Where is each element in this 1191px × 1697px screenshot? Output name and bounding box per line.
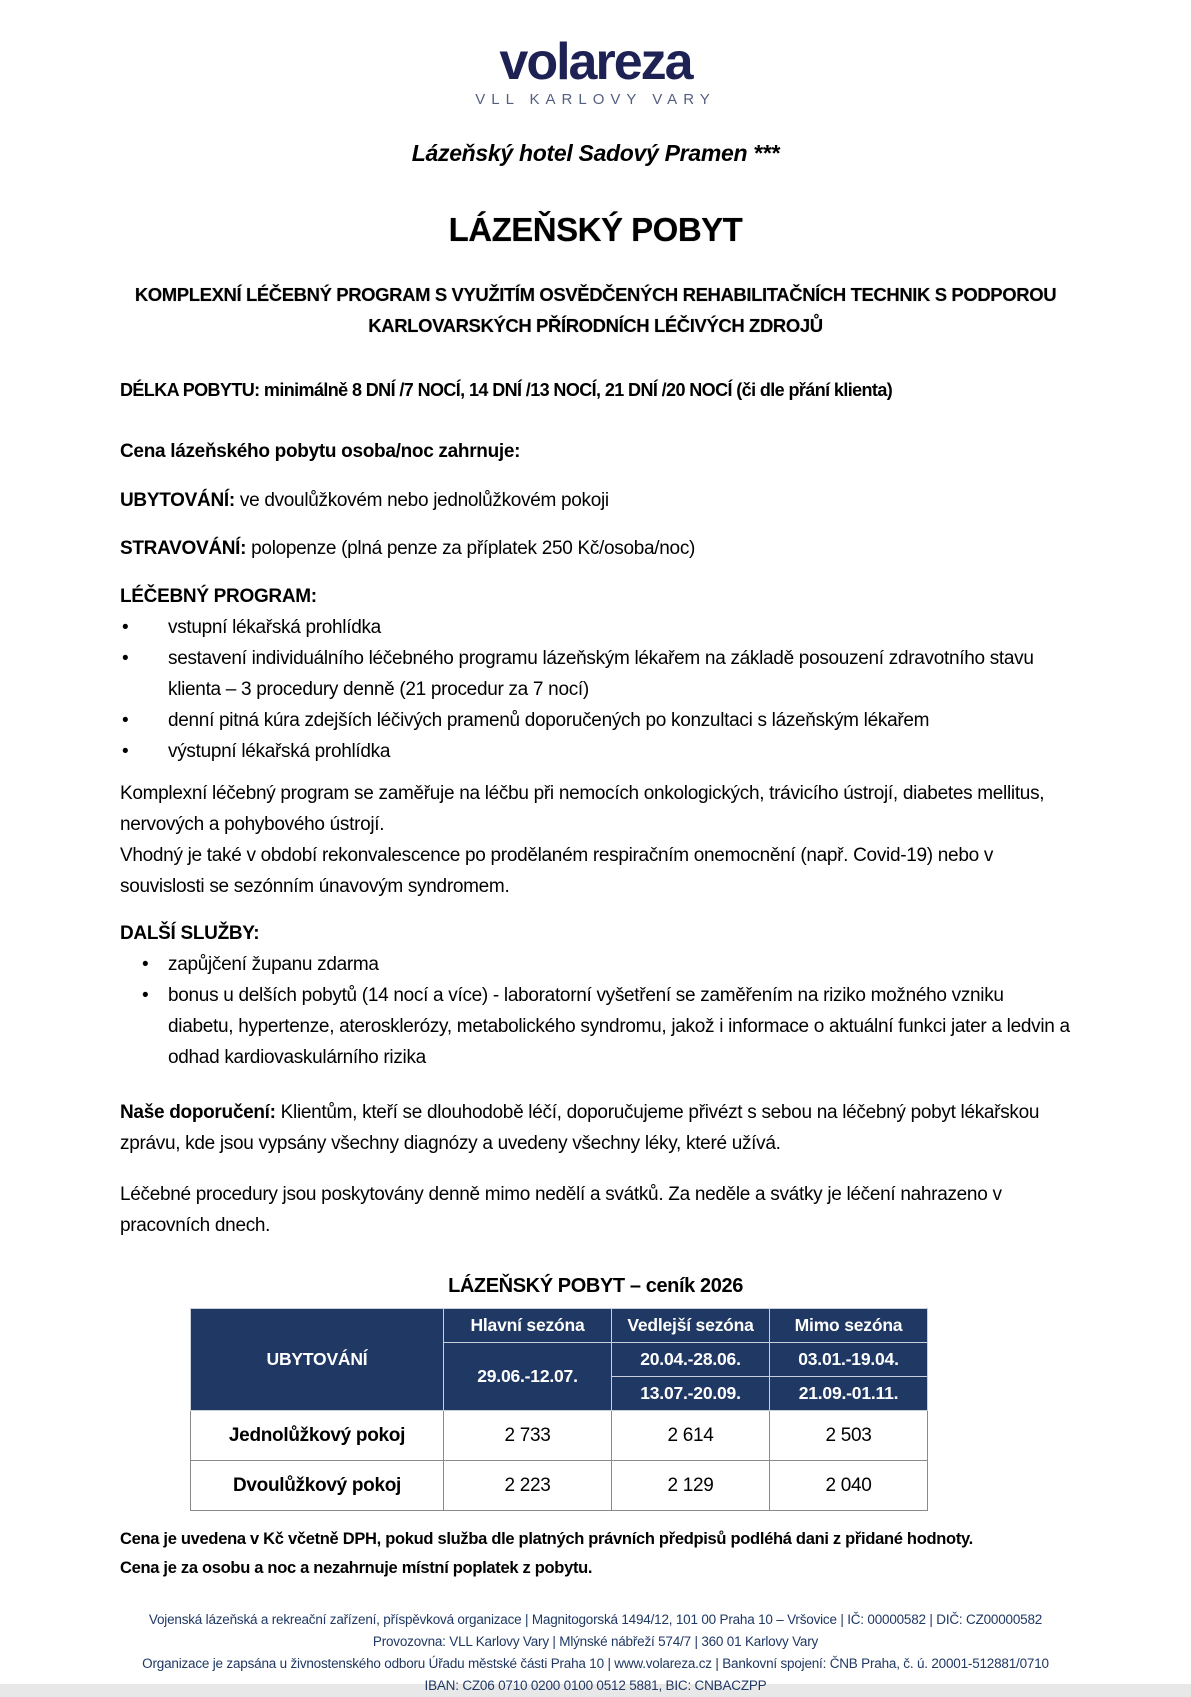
footer-line: Vojenská lázeňská a rekreační zařízení, příspěvková organizace | Magnitogorská 1494/12, 101 00 Praha 10 – Vršovice | IČ: 00000582 | DIČ: CZ00000582	[148, 1612, 1043, 1627]
other-services-list	[120, 949, 1071, 1073]
header-main-season: Hlavní sezóna	[444, 1309, 612, 1343]
off-season-dates-1: 03.01.-19.04.	[770, 1343, 928, 1377]
hotel-title: Lázeňský hotel Sadový Pramen ***	[411, 140, 780, 166]
logo-block	[0, 33, 1191, 108]
logo-subtitle: VLL KARLOVY VARY	[475, 91, 716, 108]
accommodation-label: UBYTOVÁNÍ:	[120, 490, 235, 511]
price-cell: 2 129	[612, 1461, 770, 1511]
recommendation-paragraph	[120, 1097, 1071, 1159]
footer-line: Provozovna: VLL Karlovy Vary | Mlýnské nábřeží 574/7 | 360 01 Karlovy Vary	[372, 1634, 819, 1649]
price-cell: 2 733	[444, 1411, 612, 1461]
price-note: Cena je za osobu a noc a nezahrnuje místní poplatek z pobytu.	[120, 1559, 593, 1577]
secondary-season-dates-2: 13.07.-20.09.	[612, 1377, 770, 1411]
table-header-row	[191, 1309, 928, 1343]
other-services-heading: DALŠÍ SLUŽBY:	[120, 923, 260, 944]
meals-line	[120, 533, 1071, 564]
table-row	[191, 1461, 928, 1511]
procedures-note: Léčebné procedury jsou poskytovány denně mimo nedělí a svátků. Za neděle a svátky je léčení nahrazeno v pracovních dnech.	[120, 1184, 1002, 1236]
program-subtitle: KOMPLEXNÍ LÉČEBNÝ PROGRAM S VYUŽITÍM OSVĚDČENÝCH REHABILITAČNÍCH TECHNIK S PODPOROU KARLOVARSKÝCH PŘÍRODNÍCH LÉČIVÝCH ZDROJŮ	[134, 284, 1057, 336]
price-includes-heading: Cena lázeňského pobytu osoba/noc zahrnuje:	[120, 441, 521, 462]
paragraph-recovery: Vhodný je také v období rekonvalescence po prodělaném respiračním onemocnění (např. Covid-19) nebo v souvislosti se sezónním únavovým syndromem.	[120, 845, 994, 897]
price-cell: 2 614	[612, 1411, 770, 1461]
meals-label: STRAVOVÁNÍ:	[120, 538, 247, 559]
service-bullet: • bonus u delších pobytů (14 nocí a více) - laboratorní vyšetření se zaměřením na riziko možného vzniku diabetu, hypertenze, aterosklerózy, metabolického syndromu, jakož i informace o aktuální funkci jater a ledvin a odhad kardiovaskulárního rizika	[120, 980, 1071, 1073]
footer-line: Organizace je zapsána u živnostenského odboru Úřadu městské části Praha 10 | www.volareza.cz | Bankovní spojení: ČNB Praha, č. ú. 20001-512881/0710	[142, 1656, 1049, 1671]
paragraph-focus: Komplexní léčebný program se zaměřuje na léčbu při nemocích onkologických, trávicího ústrojí, diabetes mellitus, nervových a pohybového ústrojí.	[120, 783, 1045, 835]
document-body	[120, 375, 1071, 1697]
header-off-season: Mimo sezóna	[770, 1309, 928, 1343]
treatment-bullet: • sestavení individuálního léčebného programu lázeňským lékařem na základě posouzení zdravotního stavu klienta – 3 procedury denně (21 procedur za 7 nocí)	[120, 643, 1071, 705]
accommodation-text: ve dvoulůžkovém nebo jednolůžkovém pokoji	[234, 490, 609, 511]
off-season-dates-2: 21.09.-01.11.	[770, 1377, 928, 1411]
price-table-title: LÁZEŇSKÝ POBYT – ceník 2026	[448, 1275, 743, 1297]
price-cell: 2 223	[444, 1461, 612, 1511]
room-type: Jednolůžkový pokoj	[191, 1411, 444, 1461]
meals-text: polopenze (plná penze za příplatek 250 Kč/osoba/noc)	[246, 538, 696, 559]
service-bullet: • zapůjčení županu zdarma	[120, 949, 1071, 980]
page-title: LÁZEŇSKÝ POBYT	[448, 211, 743, 248]
treatment-bullet: • vstupní lékařská prohlídka	[120, 612, 1071, 643]
document-footer	[120, 1609, 1071, 1697]
secondary-season-dates-1: 20.04.-28.06.	[612, 1343, 770, 1377]
recommendation-label: Naše doporučení:	[120, 1102, 276, 1123]
treatment-bullet: • denní pitná kúra zdejších léčivých pramenů doporučených po konzultaci s lázeňským lékařem	[120, 705, 1071, 736]
price-note: Cena je uvedena v Kč včetně DPH, pokud služba dle platných právních předpisů podléhá dani z přidané hodnoty.	[120, 1530, 973, 1548]
main-season-dates: 29.06.-12.07.	[444, 1343, 612, 1411]
price-cell: 2 040	[770, 1461, 928, 1511]
treatment-bullet: • výstupní lékařská prohlídka	[120, 736, 1071, 767]
footer-line: IBAN: CZ06 0710 0200 0100 0512 5881, BIC: CNBACZPP	[424, 1678, 767, 1693]
treatment-program-heading: LÉČEBNÝ PROGRAM:	[120, 586, 317, 607]
price-table	[190, 1308, 928, 1511]
room-type: Dvoulůžkový pokoj	[191, 1461, 444, 1511]
accommodation-line	[120, 485, 1071, 516]
header-secondary-season: Vedlejší sezóna	[612, 1309, 770, 1343]
volareza-logo: volareza	[499, 33, 692, 91]
recommendation-text: Klientům, kteří se dlouhodobě léčí, doporučujeme přivézt s sebou na léčebný pobyt lékařskou zprávu, kde jsou vypsány všechny diagnózy a uvedeny všechny léky, které užívá.	[120, 1102, 1040, 1154]
duration-line: DÉLKA POBYTU: minimálně 8 DNÍ /7 NOCÍ, 14 DNÍ /13 NOCÍ, 21 DNÍ /20 NOCÍ (či dle přání klienta)	[120, 380, 893, 400]
header-accommodation: UBYTOVÁNÍ	[191, 1309, 444, 1411]
treatment-program-list	[120, 612, 1071, 767]
price-cell: 2 503	[770, 1411, 928, 1461]
table-row	[191, 1411, 928, 1461]
